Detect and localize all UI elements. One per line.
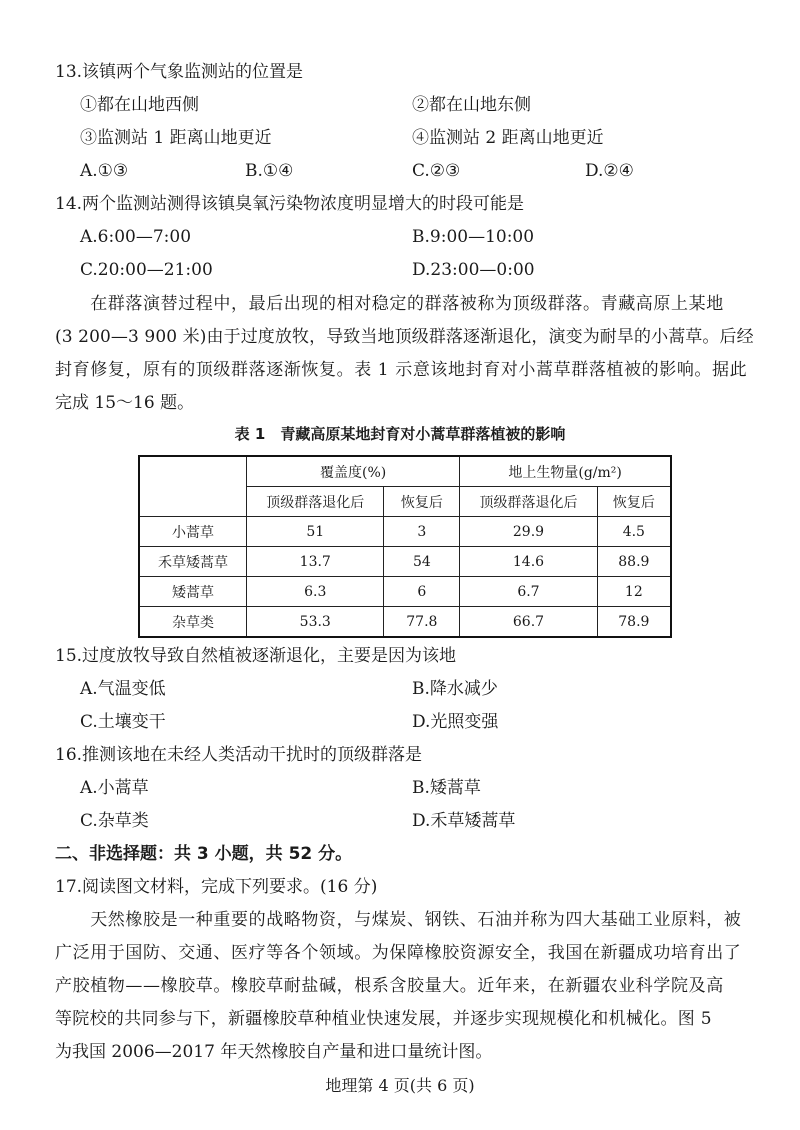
q17-line-4: 等院校的共同参与下，新疆橡胶草种植业快速发展，并逐步实现规模化和机械化。图 5 [55,1009,712,1029]
page-footer: 地理第 4 页(共 6 页) [325,1076,475,1095]
cell-value: 14.6 [460,547,597,577]
cell-value: 88.9 [597,547,671,577]
q15-option-b: B.降水减少 [412,679,498,699]
cell-value: 6.3 [247,577,384,607]
q17-line-3: 产胶植物——橡胶草。橡胶草耐盐碱，根系含胶量大。近年来，在新疆农业科学院及高 [55,976,724,996]
vegetation-table [138,455,672,638]
table-corner-cell [139,456,247,517]
cell-value: 6.7 [460,577,597,607]
q16-option-a: A.小蒿草 [80,778,149,798]
subheader-coverage-restored: 恢复后 [384,487,460,517]
q13-statement-2: ②都在山地东侧 [412,95,531,115]
subheader-biomass-restored: 恢复后 [597,487,671,517]
q15-option-c: C.土壤变干 [80,712,166,732]
cell-value: 51 [247,517,384,547]
q14-stem: 14.两个监测站测得该镇臭氧污染物浓度明显增大的时段可能是 [55,194,525,214]
q15-option-d: D.光照变强 [412,712,499,732]
table-header-row-1 [139,456,671,487]
q17-line-2: 广泛用于国防、交通、医疗等各个领域。为保障橡胶资源安全，我国在新疆成功培育出了 [55,943,742,963]
q15-option-a: A.气温变低 [80,679,166,699]
q15-stem: 15.过度放牧导致自然植被逐渐退化，主要是因为该地 [55,646,457,666]
q16-stem: 16.推测该地在未经人类活动干扰时的顶级群落是 [55,745,423,765]
cell-value: 3 [384,517,460,547]
q17-line-1: 天然橡胶是一种重要的战略物资，与煤炭、钢铁、石油并称为四大基础工业原料，被 [55,910,742,930]
intro-line-2: (3 200—3 900 米)由于过度放牧，导致当地顶级群落逐渐退化，演变为耐旱的小蒿草。后经 [55,327,754,347]
cell-value: 77.8 [384,607,460,638]
cell-value: 53.3 [247,607,384,638]
q13-option-c: C.②③ [412,161,461,181]
cell-value: 6 [384,577,460,607]
q16-option-d: D.禾草矮蒿草 [412,811,516,831]
table-caption: 表 1 青藏高原某地封育对小蒿草群落植被的影响 [234,425,566,443]
q14-option-b: B.9:00—10:00 [412,227,535,247]
q17-line-5: 为我国 2006—2017 年天然橡胶自产量和进口量统计图。 [55,1042,493,1062]
header-biomass: 地上生物量(g/m²) [460,456,671,487]
q13-statement-3: ③监测站 1 距离山地更近 [80,128,272,148]
subheader-biomass-degraded: 顶级群落退化后 [460,487,597,517]
table-row [139,607,671,638]
q13-statement-4: ④监测站 2 距离山地更近 [412,128,604,148]
cell-value: 66.7 [460,607,597,638]
intro-line-1: 在群落演替过程中，最后出现的相对稳定的群落被称为顶级群落。青藏高原上某地 [55,294,724,314]
table-row [139,547,671,577]
q16-option-c: C.杂草类 [80,811,149,831]
q17-stem: 17.阅读图文材料，完成下列要求。(16 分) [55,877,378,897]
q16-option-b: B.矮蒿草 [412,778,481,798]
header-coverage: 覆盖度(%) [247,456,460,487]
cell-value: 13.7 [247,547,384,577]
q14-option-d: D.23:00—0:00 [412,260,535,280]
row-label: 矮蒿草 [139,577,247,607]
cell-value: 4.5 [597,517,671,547]
table-row [139,577,671,607]
q13-option-b: B.①④ [245,161,294,181]
row-label: 杂草类 [139,607,247,638]
q13-statement-1: ①都在山地西侧 [80,95,199,115]
cell-value: 54 [384,547,460,577]
cell-value: 12 [597,577,671,607]
intro-line-3: 封育修复，原有的顶级群落逐渐恢复。表 1 示意该地封育对小蒿草群落植被的影响。据此 [55,360,748,380]
q14-option-a: A.6:00—7:00 [80,227,192,247]
table-row [139,517,671,547]
section-2-heading: 二、非选择题：共 3 小题，共 52 分。 [55,844,353,864]
subheader-coverage-degraded: 顶级群落退化后 [247,487,384,517]
row-label: 禾草矮蒿草 [139,547,247,577]
q13-option-a: A.①③ [80,161,129,181]
q13-option-d: D.②④ [585,161,634,181]
cell-value: 29.9 [460,517,597,547]
q14-option-c: C.20:00—21:00 [80,260,213,280]
q13-stem: 13.该镇两个气象监测站的位置是 [55,62,304,82]
row-label: 小蒿草 [139,517,247,547]
intro-line-4: 完成 15～16 题。 [55,393,195,413]
cell-value: 78.9 [597,607,671,638]
